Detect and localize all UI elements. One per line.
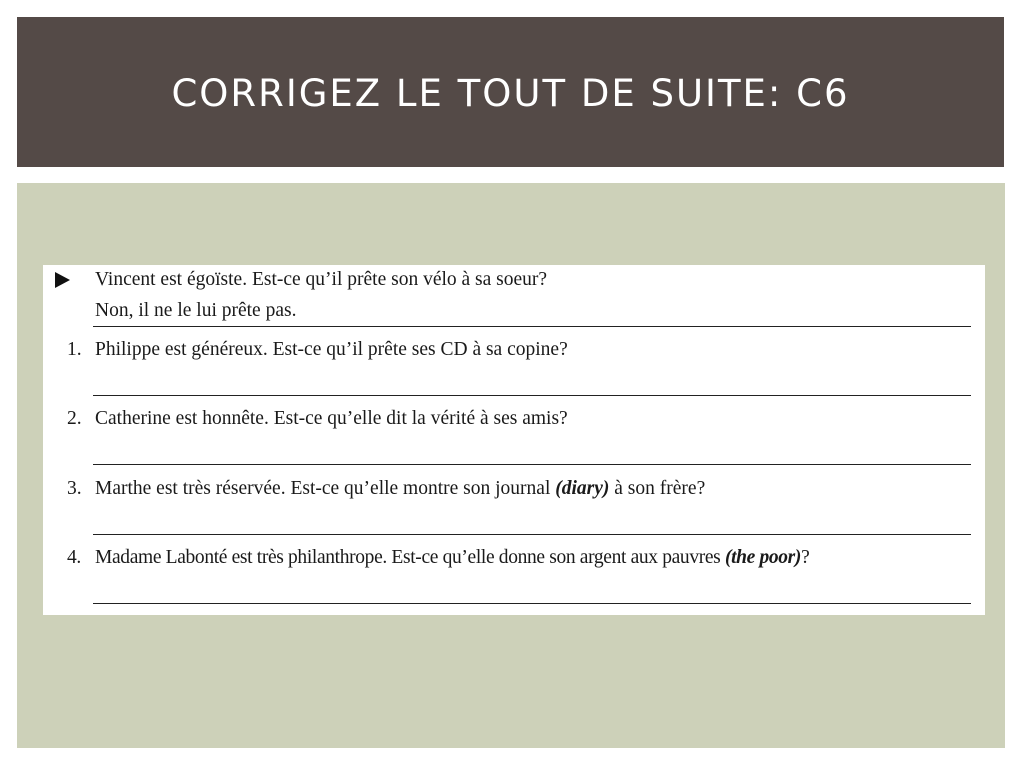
question-text-end: ? bbox=[801, 547, 810, 568]
item-question: Catherine est honnête. Est-ce qu’elle dit la vérité à ses amis? bbox=[95, 408, 568, 429]
play-arrow-icon bbox=[55, 272, 70, 288]
question-text: Madame Labonté est très philanthrope. Est-ce qu’elle donne son argent aux pauvres bbox=[95, 547, 725, 568]
answer-line-example bbox=[93, 326, 971, 327]
slide-title: CORRIGEZ LE TOUT DE SUITE: C6 bbox=[171, 71, 850, 115]
item-number: 4. bbox=[67, 547, 81, 568]
answer-line-4 bbox=[93, 603, 971, 604]
example-question: Vincent est égoïste. Est-ce qu’il prête son vélo à sa soeur? bbox=[95, 269, 548, 290]
item-question bbox=[95, 478, 705, 500]
question-text-end: à son frère? bbox=[609, 478, 706, 499]
item-question bbox=[95, 547, 809, 569]
item-number: 1. bbox=[67, 339, 82, 360]
answer-line-2 bbox=[93, 464, 971, 465]
question-gloss: (the poor) bbox=[724, 547, 802, 568]
title-band bbox=[17, 17, 1004, 167]
answer-line-1 bbox=[93, 395, 971, 396]
question-gloss: (diary) bbox=[555, 478, 610, 499]
item-number: 3. bbox=[67, 478, 82, 499]
item-number: 2. bbox=[67, 408, 82, 429]
item-question: Philippe est généreux. Est-ce qu’il prête ses CD à sa copine? bbox=[95, 339, 568, 360]
worksheet-image bbox=[43, 265, 985, 615]
question-text: Marthe est très réservée. Est-ce qu’elle montre son journal bbox=[95, 478, 556, 499]
answer-line-3 bbox=[93, 534, 971, 535]
example-answer: Non, il ne le lui prête pas. bbox=[95, 300, 297, 321]
